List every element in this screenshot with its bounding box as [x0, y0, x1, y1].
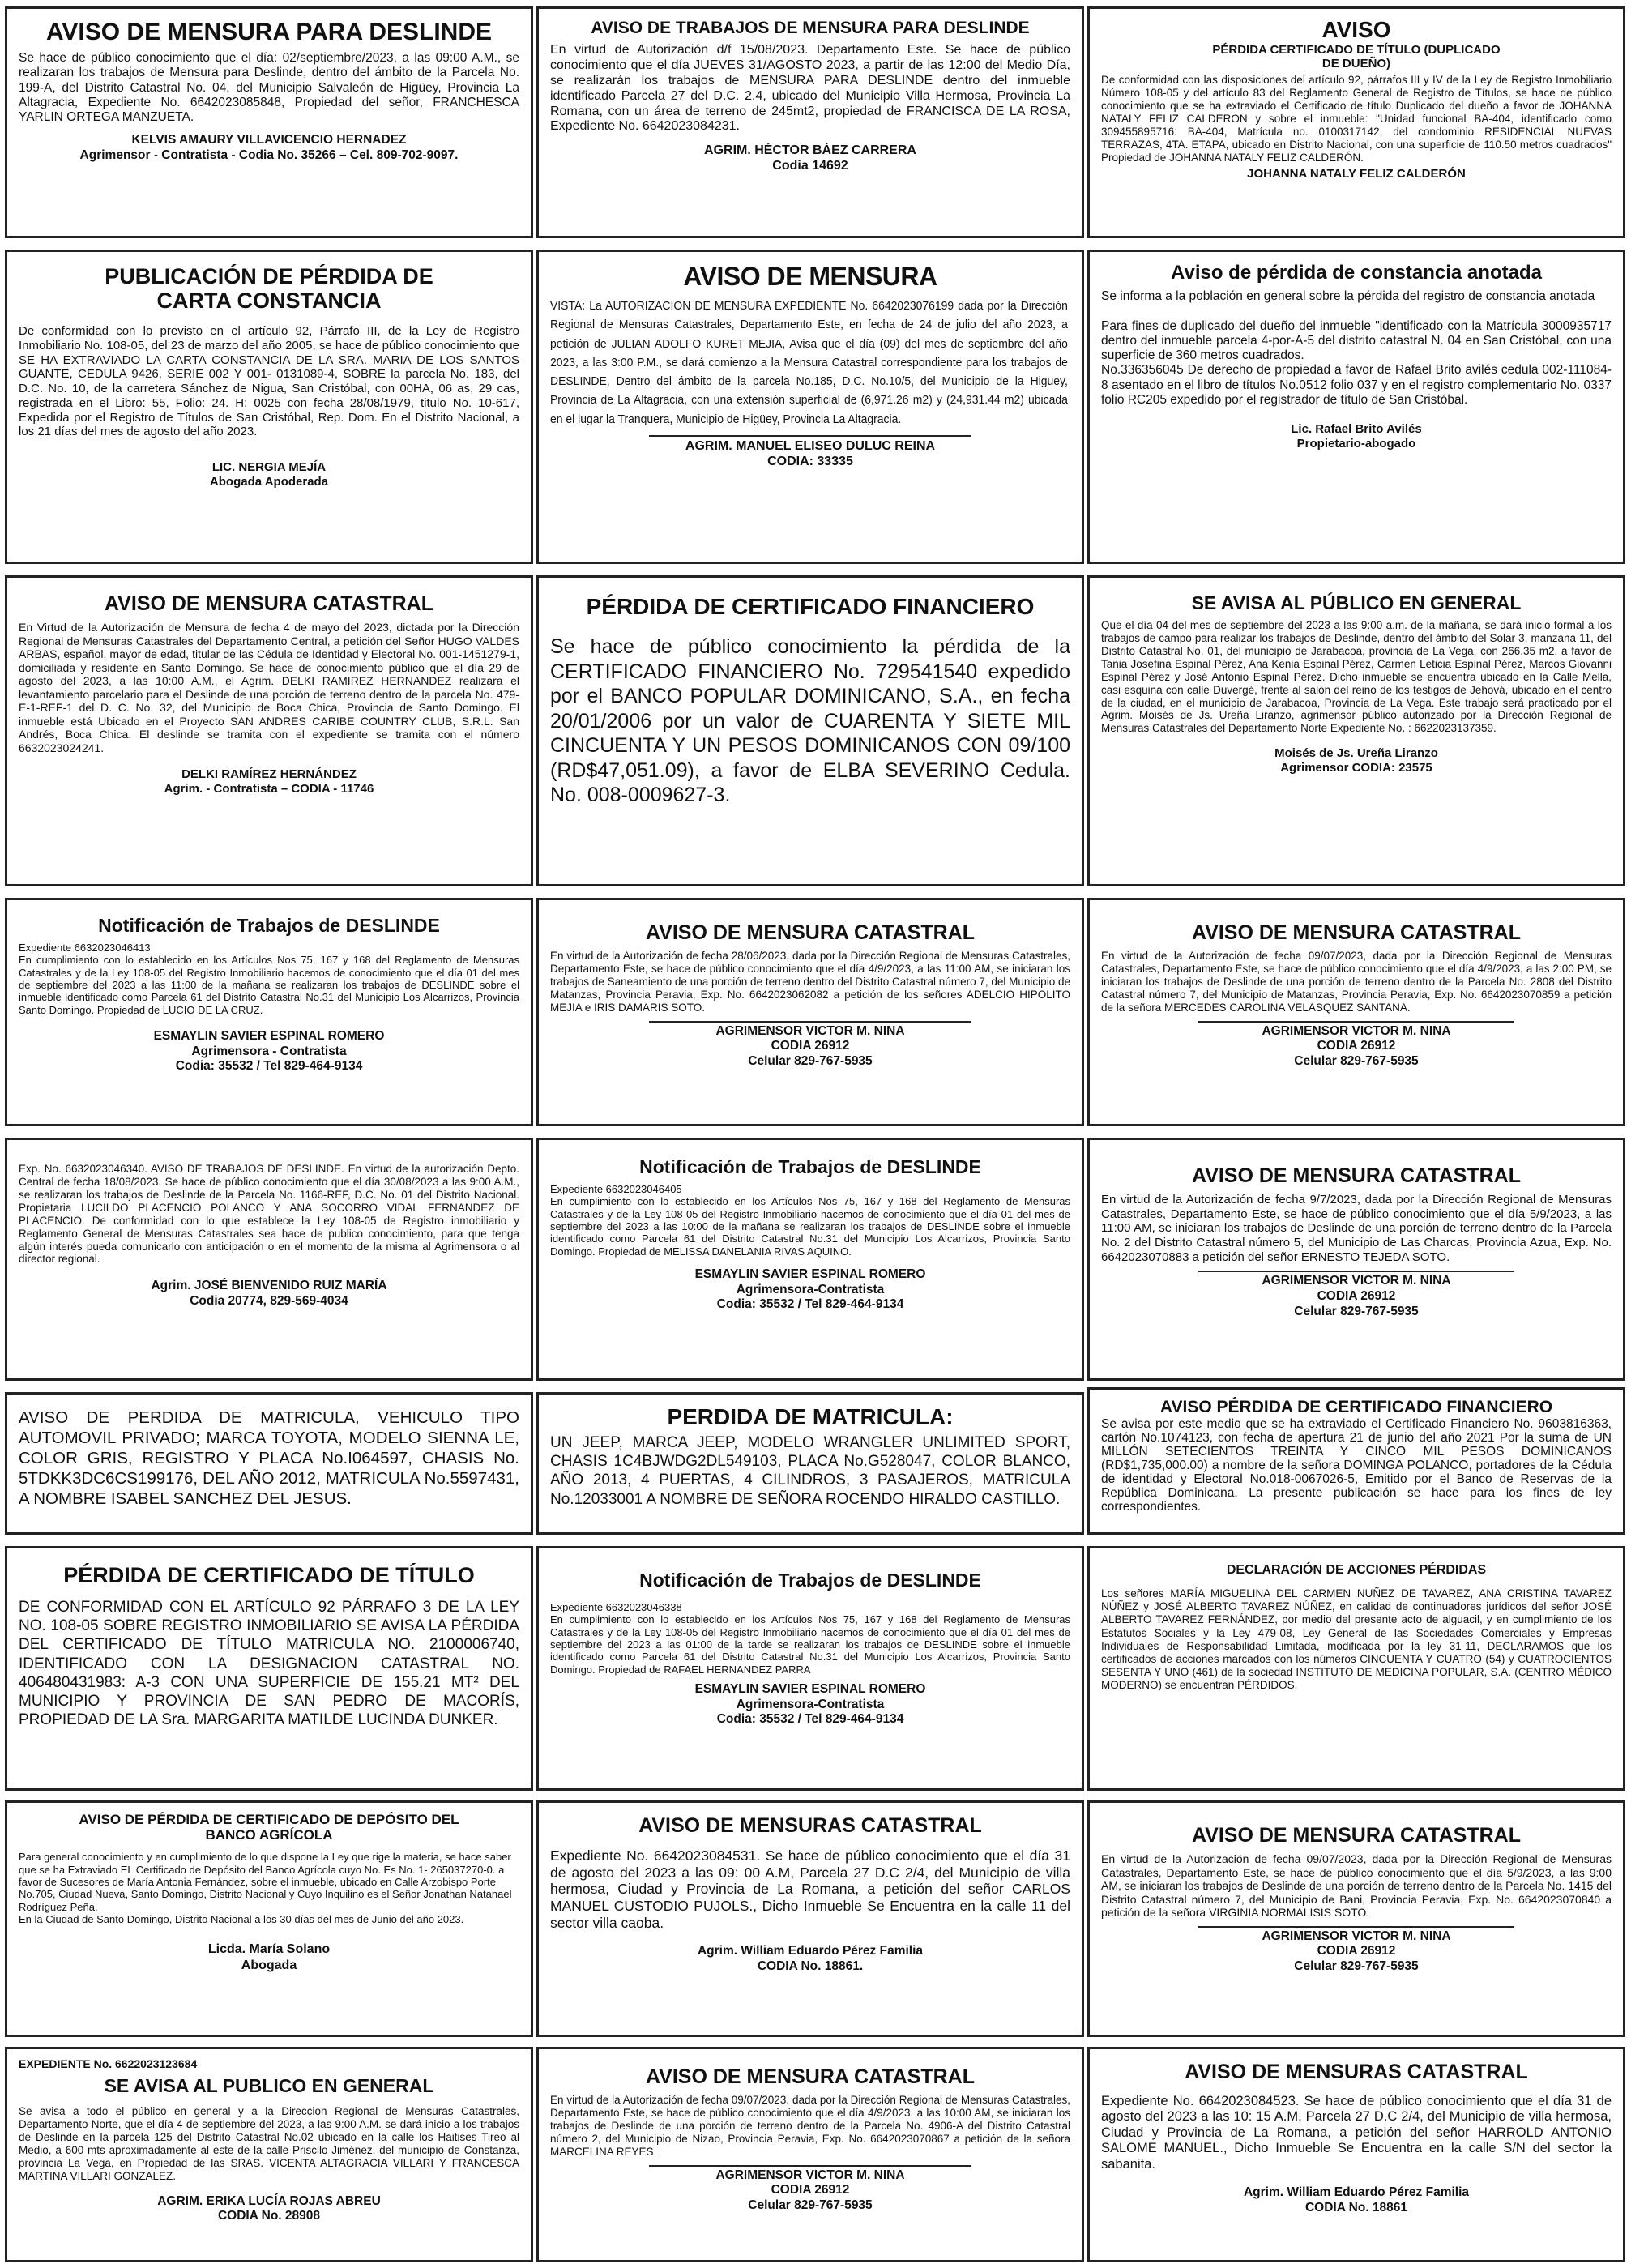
notice-mensura-catastral-velasquez: [1087, 898, 1625, 1126]
notice-signature: [19, 2194, 519, 2224]
notice-body: En virtud de la Autorización de fecha 09/07/2023, dada por la Dirección Regional de Mensuras Catastrales, Departamento Este, se hace de público conocimiento que el día 4/9/2023, a las 2:00 PM, se iniciaran los trabajos de Deslinde de una porción de terreno dentro de la Parcela No. 2808 del Distrito Catastral número 7, del Municipio de Matanzas, Provincia Peravia, Exp. No. 6642023070859 a petición de la señora MERCEDES CAROLINA VELASQUEZ SANTANA.: [1101, 950, 1612, 1014]
notice-perdida-deposito-agricola: [5, 1800, 533, 2037]
signature-name: Moisés de Js. Ureña Liranzo: [1274, 746, 1438, 761]
signature-contact: Celular 829-767-5935: [1294, 1304, 1419, 1318]
notice-title: AVISO DE PÉRDIDA DE CERTIFICADO DE DEPÓSITO DEL BANCO AGRÍCOLA: [79, 1812, 459, 1843]
signature-contact: Codia: 35532 / Tel 829-464-9134: [716, 1297, 904, 1312]
notice-mensura-deslinde: [5, 6, 533, 238]
notice-aviso-mensura: [536, 250, 1084, 564]
signature-name: Agrim. JOSÉ BIENVENIDO RUIZ MARÍA: [151, 1279, 387, 1293]
notice-body: En virtud de la Autorización de fecha 28/06/2023, dada por la Dirección Regional de Mensuras Catastrales, Departamento Este, se hace de público conocimiento que el día 4/9/2023, a las 11:00 AM, se iniciaran los trabajos de Saneamiento de una porción de terreno dentro del Distrito Catastral número 7, del Municipio de Matanzas, Provincia Peravia, Exp. No. 6642023062082 a petición de los señores ADELCIO HIPOLITO MEJIA e IRIS DAMARIS SOTO.: [550, 950, 1070, 1014]
signature-name: ESMAYLIN SAVIER ESPINAL ROMERO: [694, 1266, 926, 1281]
signature-role: CODIA 26912: [771, 2183, 850, 2198]
signature-rule: [1198, 1021, 1515, 1023]
notice-title: AVISO DE MENSURA CATASTRAL: [104, 592, 434, 615]
notice-signature: [19, 767, 519, 797]
notice-body: Se informa a la población en general sobre la pérdida del registro de constancia anotada Para fines de duplicado del dueño del inmueble "identificado con la Matrícula 3000935717 dentro del inmueble parcela 4-por-A-5 del distrito catastral N. 04 en San Cristóbal, con una superficie de 360 metros cuadrados. No.336356045 De derecho de propiedad a favor de Rafael Brito avilés cedula 002-111084-8 asentado en el libro de títulos No.0512 folio 037 y en el registro complementario No. 0337 folio RC205 expedido por el registrador de título de San Cristóbal.: [1101, 289, 1612, 407]
signature-contact: Celular 829-767-5935: [748, 2198, 873, 2212]
notice-title: SE AVISA AL PUBLICO EN GENERAL: [104, 2075, 434, 2096]
notice-signature: [1101, 2185, 1612, 2215]
signature-contact: Celular 829-767-5935: [748, 1053, 873, 1068]
signature-name: ESMAYLIN SAVIER ESPINAL ROMERO: [153, 1028, 385, 1043]
signature-role: Agrimensor CODIA: 23575: [1280, 761, 1432, 775]
notice-signature: [550, 143, 1070, 173]
notice-signature: [19, 1941, 519, 1972]
signature-role: CODIA 26912: [1317, 1944, 1396, 1958]
notice-body: Expediente No. 6642023084523. Se hace de público conocimiento que el día 31 de agosto del 2023 a las 10: 15 A.M, Parcela 27 D.C 2/4, del Municipio de villa hermosa, Ciudad y Provincia de La Romana, a petición del señor HARROLD ANTONIO SALOME MANUEL., Dicho Inmueble Se Encuentra en la calle S/N del sector la sabanita.: [1101, 2094, 1612, 2172]
notice-body: En virtud de la Autorización de fecha 09/07/2023, dada por la Dirección Regional de Mensuras Catastrales, Departamento Este, se hace de público conocimiento que el día 5/9/2023, a las 9:00 AM, se iniciaran los trabajos de Deslinde de una porción de terreno dentro de la Parcela No. 1415 del Distrito Catastral número 7, del Municipio de Bani, Provincia Peravia, Exp. No. 6642023070840 a petición de la señora VIRGINIA NORMALISIS SOTO.: [1101, 1852, 1612, 1920]
signature-contact: Celular 829-767-5935: [1294, 1053, 1419, 1068]
notice-mensura-catastral-tejeda: [1087, 1138, 1625, 1381]
notice-body: VISTA: La AUTORIZACION DE MENSURA EXPEDIENTE No. 6642023076199 dada por la Dirección Regional de Mensuras Catastrales, Departamento Este, en fecha de 24 de julio del año 2023, a petición de JULIAN ADOLFO KURET MEJIA, Avisa que el día (09) del mes de septiembre del año 2023, a las 3:00 P.M., se dará comienzo a la Mensura Catastral correspondiente para los trabajos de DESLINDE, Dentro del ámbito de la parcela No.185, D.C. No.10/5, del Municipio de la Higuey, Provincia de La Altagracia, con una extensión superficial de (6,971.26 m2) y (24,931.44 m2) ubicada en el lugar la Tranquera, Municipio de Higüey, Provincia La Altagracia.: [550, 299, 1068, 426]
notice-signature: [1101, 1274, 1612, 1319]
notice-mensura-catastral-mejia: [536, 898, 1084, 1126]
notice-signature: [550, 1024, 1070, 1070]
signature-role: Agrim. - Contratista – CODIA - 11746: [164, 782, 374, 797]
signature-rule: [649, 435, 971, 437]
notice-mensuras-catastral-salome: [1087, 2047, 1625, 2262]
notice-title: AVISO DE MENSURAS CATASTRAL: [638, 1814, 982, 1837]
signature-contact: Celular 829-767-5935: [1294, 1958, 1419, 1973]
signature-name: LIC. NERGIA MEJÍA: [211, 459, 327, 474]
notice-title: Notificación de Trabajos de DESLINDE: [639, 1570, 981, 1591]
notice-body: Los señores MARÍA MIGUELINA DEL CARMEN NUÑEZ DE TAVAREZ, ANA CRISTINA TAVAREZ NÚÑEZ y JOSÉ ALBERTO TAVAREZ NÚÑEZ, en calidad de continuadores jurídicos del señor JOSÉ ALBERTO TAVAREZ FERNÁNDEZ, por medio del presente acto de alguacil, y en cumplimiento de los Estatutos Sociales y la Ley 479-08, Ley General de las Sociedades Comerciales y Empresas Individuales de Responsabilidad Limitada, modificada por la ley 31-11, DECLARAMOS que los certificados de acciones marcados con los números CINCUENTA Y CUATRO (54) y CUATROCIENTOS SESENTA Y UNO (461) de la sociedad INSTITUTO DE MEDICINA POPULAR, S.A. (CENTRO MÉDICO MODERNO) se encuentran PÉRDIDOS.: [1101, 1587, 1612, 1692]
notice-title: Aviso de pérdida de constancia anotada: [1171, 262, 1542, 284]
notice-signature: [1101, 1024, 1612, 1070]
notice-body: En Virtud de la Autorización de Mensura de fecha 4 de mayo del 2023, dictada por la Dirección Regional de Mensuras Catastrales del Departamento Central, a petición del Señor HUGO VALDES ARBAS, español, mayor de edad, titular de las Cédula de Identidad y Electoral No. 001-1451279-1, domiciliada y residente en Santo Domingo. Se hace de conocimiento público que el día 29 de agosto del 2023, a las 10:00 A.M., el Agrim. DELKI RAMIREZ HERNANDEZ realizara el levantamiento parcelario para el Deslinde de una porción de terreno dentro de la parcela No. 479-E-1-REF-1 del D. C. No. 32, del Municipio de Boca Chica, Provincia de Santo Domingo. El inmueble está Ubicado en el Proyecto SAN ANDRES CARIBE COUNTRY CLUB, S.R.L. San Andrés, Boca Chica. El deslinde se tramita con el expediente se tramita con el número 6632023024241.: [19, 621, 519, 754]
notice-body: En virtud de Autorización d/f 15/08/2023. Departamento Este. Se hace de público conocimiento que el día JUEVES 31/AGOSTO 2023, a partir de las 12:00 del Medio Día, se realizarán los trabajos de MENSURA PARA DESLINDE dentro del inmueble identificado Parcela 27 del D.C. 2.4, ubicado del Municipio Villa Hermosa, Provincia La Romana, con un área de terreno de 245mt2, propiedad de FRANCISCA DE LA ROSA, Expediente No. 6642023084231.: [550, 43, 1070, 134]
notice-title: PÉRDIDA DE CERTIFICADO DE TÍTULO: [63, 1563, 475, 1587]
notice-signature: [19, 133, 519, 163]
notice-signature: [19, 460, 519, 489]
notice-body: Se avisa a todo el público en general y a la Direccion Regional de Mensuras Catastrales, Departamento Norte, que el día 4 de septiembre del 2023, a las 9:00 A.M. se dará inicio a los trabajos de Deslinde en la parcela 125 del Distrito Catastral No.02 ubicado en la calle los Haitises Tireo al Medio, a 600 mts aproximadamente al este de la calle Priscilo Jiménez, del municipio de Constanza, provincia La Vega, en Propiedad de las SRAS. VICENTA ALTAGRACIA VILLARI Y FRANCESCA MARTINA VILLARI GONZALEZ.: [19, 2105, 519, 2182]
notice-perdida-constancia-anotada: [1087, 250, 1625, 564]
notice-title: AVISO DE TRABAJOS DE MENSURA PARA DESLINDE: [591, 19, 1030, 37]
notice-signature: [1101, 746, 1612, 775]
signature-name: AGRIMENSOR VICTOR M. NINA: [715, 2168, 905, 2182]
notice-body: Expediente 6632023046413 En cumplimiento con lo establecido en los Artículos Nos 75, 167 y 168 del Reglamento de Mensuras Catastrales y de la Ley 108-05 del Registro Inmobiliario hacemos de conocimiento que el día 01 del mes de septiembre del 2023 a las 11:00 de la mañana se realizaran los trabajos de DESLINDE sobre el inmueble identificado como Parcela 61 del Distrito Catastral No.31 del Municipio Los Alcarrizos, Provincia Santo Domingo. Propiedad de LUCIO DE LA CRUZ.: [19, 942, 519, 1016]
signature-role: CODIA 26912: [771, 1039, 850, 1053]
notice-title: AVISO DE MENSURA: [683, 262, 937, 291]
notice-body: De conformidad con las disposiciones del artículo 92, párrafos III y IV de la Ley de Registro Inmobiliario Número 108-05 y del artículo 83 del Reglamento General de Registro de Títulos, se hace de público conocimiento que se ha extraviado el Certificado de título Duplicado del dueño a favor de JOHANNA NATALY FELIZ CALDERON y sobre el inmueble: "Unidad funcional BA-404, identificado como 309455895716: BA-404, Matrícula no. 0100317142, del condominio RESIDENCIAL NUEVAS TERRAZAS, 4TA. ETAPA, ubicado en Distrito Nacional, con una superficie de 110.50 metros cuadrados" Propiedad de JOHANNA NATALY FELIZ CALDERÓN.: [1101, 74, 1612, 164]
signature-rule: [1198, 1271, 1515, 1272]
notice-title: PÉRDIDA DE CERTIFICADO FINANCIERO: [586, 594, 1035, 619]
notice-perdida-certificado-financiero: [536, 575, 1084, 886]
notice-aviso-publico-jarabacoa: [1087, 575, 1625, 886]
notice-title: Notificación de Trabajos de DESLINDE: [639, 1156, 981, 1177]
signature-role: Codia 20774, 829-569-4034: [190, 1293, 348, 1308]
notice-declaracion-acciones: [1087, 1546, 1625, 1791]
signature-rule: [649, 2165, 971, 2167]
signature-name: AGRIMENSOR VICTOR M. NINA: [1262, 1928, 1451, 1943]
notice-body: Exp. No. 6632023046340. AVISO DE TRABAJOS DE DESLINDE. En virtud de la autorización Depto. Central de fecha 18/08/2023. Se hace de público conocimiento que el día 30/08/2023 a las 9:00 A.M., se realizaran los trabajos de Deslinde de la Parcela No. 1166-REF, D.C. No. 01 del Distrito Nacional. Propietaria LUCILDO PLACENCIO POLANCO Y ANA SOCORRO VIDAL FERNANDEZ DE PLACENCIO. De conformidad con lo que establece la Ley 108-05 de Registro inmobiliario y Reglamento General de Mensuras Catastrales sea hace de publico conocimiento, para que tenga algún interés pueda comunicarlo con anticipación o en el momento de la misma al Agrimensora o al director regional.: [19, 1163, 519, 1266]
notice-title: Notificación de Trabajos de DESLINDE: [98, 915, 440, 936]
notice-deslinde-placencio: [5, 1138, 533, 1381]
signature-role: Agrimensora - Contratista: [191, 1044, 347, 1058]
signature-role: CODIA No. 18861: [1304, 2200, 1408, 2215]
notice-title: AVISO DE MENSURA PARA DESLINDE: [45, 19, 493, 45]
signature-role: CODIA: 33335: [767, 454, 853, 468]
notice-perdida-matricula-toyota: [5, 1392, 533, 1535]
notice-title: AVISO DE MENSURA CATASTRAL: [645, 2065, 976, 2088]
notice-deslinde-lucio: [5, 898, 533, 1126]
signature-contact: Codia: 35532 / Tel 829-464-9134: [175, 1059, 363, 1074]
notice-perdida-carta-constancia: [5, 250, 533, 564]
signature-name: AGRIM. MANUEL ELISEO DULUC REINA: [685, 438, 936, 453]
signature-role: Codia 14692: [772, 159, 848, 173]
notice-title: AVISO DE MENSURA CATASTRAL: [1191, 1824, 1522, 1847]
signature-role: Propietario-abogado: [1296, 437, 1416, 451]
notice-signature: [1101, 1929, 1612, 1975]
notice-perdida-certificado-titulo-dunker: [5, 1546, 533, 1791]
notice-deslinde-melissa: [536, 1138, 1084, 1381]
signature-name: AGRIM. ERIKA LUCÍA ROJAS ABREU: [157, 2193, 381, 2208]
signature-rule: [649, 1021, 971, 1023]
notice-mensura-catastral-soto: [1087, 1800, 1625, 2037]
notice-body: En virtud de la Autorización de fecha 09/07/2023, dada por la Dirección Regional de Mensuras Catastrales, Departamento Este, se hace de público conocimiento que el día 4/9/2023, a las 10:00 AM, se iniciaran los trabajos de Deslinde de una porción de terreno dentro de la Parcela No. 4906-A del Distrito Catastral número 2, del Municipio de Nizao, Provincia Peravia, Exp. No. 6642023070867 a petición de la señora MARCELINA REYES.: [550, 2094, 1070, 2158]
notice-signature: [550, 2168, 1070, 2214]
notice-perdida-matricula-jeep: [536, 1392, 1084, 1535]
notice-body: Expediente 6632023046338 En cumplimiento con lo establecido en los Artículos Nos 75, 167 y 168 del Reglamento de Mensuras Catastrales y de la Ley 108-05 del Registro Inmobiliario hacemos de conocimiento que el día 01 del mes de septiembre del 2023 a las 01:00 de la tarde se realizaran los trabajos de DESLINDE sobre el inmueble identificado como Parcela 61 del Distrito Catastral No.31 del Municipio Los Alcarrizos, Provincia Santo Domingo. Propiedad de RAFAEL HERNANDEZ PARRA: [550, 1601, 1070, 1676]
signature-role: Agrimensor - Contratista - Codia No. 35266 – Cel. 809-702-9097.: [79, 148, 459, 162]
signature-rule: [1198, 1926, 1515, 1928]
notice-signature: [550, 1267, 1070, 1313]
notice-perdida-certificado-titulo: [1087, 6, 1625, 238]
notice-mensuras-catastral-custodio: [536, 1800, 1084, 2037]
notice-body: Expediente 6632023046405 En cumplimiento con lo establecido en los Artículos Nos 75, 167 y 168 del Reglamento de Mensuras Catastrales y de la Ley 108-05 del Registro Inmobiliario hacemos de conocimiento que el día 01 del mes de septiembre del 2023 a las 10:00 de la mañana se realizaran los trabajos de DESLINDE sobre el inmueble identificado como Parcela 61 del Distrito Catastral No.31 del Municipio Los Alcarrizos, Provincia Santo Domingo. Propiedad de MELISSA DANELANIA RIVAS AQUINO.: [550, 1183, 1070, 1258]
signature-name: AGRIMENSOR VICTOR M. NINA: [1262, 1274, 1451, 1288]
notice-aviso-perdida-certificado-financiero: [1087, 1387, 1625, 1535]
signature-name: Agrim. William Eduardo Pérez Familia: [697, 1944, 924, 1958]
signature-role: CODIA No. 18861.: [757, 1958, 864, 1973]
notice-body: Se hace de público conocimiento la pérdida de la CERTIFICADO FINANCIERO No. 729541540 expedido por el BANCO POPULAR DOMINICANO, S.A., en fecha 20/01/2006 por un valor de CUARENTA Y SIETE MIL CINCUENTA Y UN PESOS DOMINICANOS CON 09/100 (RD$47,051.09), a favor de ELBA SEVERINO Cedula. No. 008-0009627-3.: [550, 635, 1070, 806]
notice-signature: [19, 1279, 519, 1309]
signature-name: Agrim. William Eduardo Pérez Familia: [1243, 2185, 1470, 2200]
signature-name: DELKI RAMÍREZ HERNÁNDEZ: [181, 767, 357, 782]
signature-role: Abogada Apoderada: [209, 474, 329, 489]
notice-title: AVISO DE MENSURA CATASTRAL: [1191, 921, 1522, 944]
notice-title: AVISO DE MENSURA CATASTRAL: [645, 921, 976, 944]
signature-role: Agrimensora-Contratista: [736, 1697, 885, 1711]
signature-name: ESMAYLIN SAVIER ESPINAL ROMERO: [694, 1681, 926, 1696]
signature-role: Agrimensora-Contratista: [736, 1282, 885, 1296]
signature-role: CODIA 26912: [1317, 1039, 1396, 1053]
notice-subtitle: PÉRDIDA CERTIFICADO DE TÍTULO (DUPLICADO DE DUEÑO): [1212, 43, 1501, 70]
signature-name: AGRIMENSOR VICTOR M. NINA: [1262, 1023, 1451, 1038]
notice-title: AVISO PÉRDIDA DE CERTIFICADO FINANCIERO: [1159, 1398, 1553, 1416]
signature-role: Abogada: [241, 1958, 297, 1972]
notice-signature: [1101, 167, 1612, 182]
notice-body: Se hace de público conocimiento que el día: 02/septiembre/2023, a las 09:00 A.M., se realizaran los trabajos de Mensura para Deslinde, dentro del ámbito de la Parcela No. 199-A, del Distrito Catastral No. 04, del Municipio Salvaleón de Higüey, Provincia La Altagracia, Expediente No. 6642023085848, Propiedad del señor, FRANCHESCA YARLIN ORTEGA MANZUETA.: [19, 51, 519, 125]
notice-body: AVISO DE PERDIDA DE MATRICULA, VEHICULO TIPO AUTOMOVIL PRIVADO; MARCA TOYOTA, MODELO SIENNA LE, COLOR GRIS, REGISTRO Y PLACA No.I064597, CHASIS No. 5TDKK3DC6CS199176, DEL AÑO 2012, MATRICULA No.5597431, A NOMBRE ISABEL SANCHEZ DEL JESUS.: [19, 1408, 519, 1508]
signature-role: CODIA 26912: [1317, 1289, 1396, 1304]
notice-title: AVISO DE MENSURA CATASTRAL: [1191, 1164, 1522, 1187]
notice-title: SE AVISA AL PÚBLICO EN GENERAL: [1191, 592, 1522, 613]
notice-title: PERDIDA DE MATRICULA:: [667, 1404, 954, 1429]
notice-mensura-catastral-delki: [5, 575, 533, 886]
notice-mensura-catastral-reyes: [536, 2047, 1084, 2262]
notice-body: En virtud de la Autorización de fecha 9/7/2023, dada por la Dirección Regional de Mensuras Catastrales, Departamento Este, se hace de público conocimiento que el día 5/9/2023, a las 11:00 AM, se iniciaran los trabajos de Deslinde de una porción de terreno dentro de la Parcela No. 2 del Distrito Catastral número 5, del Municipio de Las Charcas, Provincia Azua, Exp. No. 6642023070883 a petición del señor ERNESTO TEJEDA SOTO.: [1101, 1193, 1612, 1264]
signature-name: JOHANNA NATALY FELIZ CALDERÓN: [1247, 167, 1466, 182]
notice-body: Para general conocimiento y en cumplimiento de lo que dispone la Ley que rige la materia, se hace saber que se ha Extraviado EL Certificado de Depósito del Banco Agrícola cuyo No. Es No. 1- 265037270-0. a favor de Sucesores de María Antonia Fernández, sobre el inmueble, ubicado en Calle Arzobispo Porte No.705, Ciudad Nueva, Santo Domingo, Distrito Nacional y Cuyo Inquilino es el Señor Jonathan Natanael Rodríguez Peña. En la Ciudad de Santo Domingo, Distrito Nacional a los 30 días del mes de Junio del año 2023.: [19, 1851, 512, 1926]
notice-signature: [19, 1029, 519, 1074]
notice-title: AVISO: [1321, 17, 1391, 42]
notice-title: DECLARACIÓN DE ACCIONES PÉRDIDAS: [1226, 1563, 1487, 1577]
notice-signature: [550, 438, 1070, 469]
signature-name: Lic. Rafael Brito Avilés: [1291, 422, 1422, 437]
notice-title: AVISO DE MENSURAS CATASTRAL: [1185, 2061, 1528, 2083]
notice-body: Se avisa por este medio que se ha extraviado el Certificado Financiero No. 9603816363, cartón No.1074123, con fecha de apertura 21 de junio del año 2021 Por la suma de UN MILLÓN SETECIENTOS TREINTA Y CINCO MIL PESOS DOMINICANOS (RD$1,735,000.00) a nombre de la señora DOMINGA POLANCO, portadores de la Cédula de identidad y Electoral No.018-0067026-5, Emitido por el Banco de Reservas de la República Dominicana. La presente publicación se hace para los fines de ley correspondientes.: [1101, 1417, 1612, 1514]
signature-role: CODIA No. 28908: [217, 2209, 321, 2223]
notice-signature: [550, 1944, 1070, 1974]
notice-deslinde-rafael: [536, 1546, 1084, 1791]
notice-body: Expediente No. 6642023084531. Se hace de público conocimiento que el día 31 de agosto del 2023 a las 09: 00 A.M, Parcela 27 D.C 2/4, del Municipio de villa hermosa, Ciudad y Provincia de La Romana, a petición del señor CARLOS MANUEL CUSTODIO PUJOLS., Dicho Inmueble Se Encuentra en la calle 11 del sector villa caoba.: [550, 1847, 1070, 1931]
notice-body: Que el día 04 del mes de septiembre del 2023 a las 9:00 a.m. de la mañana, se dará inicio formal a los trabajos de campo para realizar los trabajos de Deslinde, dentro del ámbito del Solar 3, manzana 11, del Distrito Catastral No. 01, del municipio de Jarabacoa, provincia de La Vega, con 266.35 m2, a favor de Tania Josefina Espinal Pérez, Ana Kenia Espinal Pérez, Carmen Leticia Espinal Pérez, Marcos Giovanni Espinal Pérez y José Antonio Espinal Pérez. Dicho inmueble se encuentra ubicado en la Calle Mella, casi esquina con calle Duvergé, frente al salón del reino de los testigos de Jehová, ubicado en el centro de la ciudad, en el municipio de Jarabacoa, Provincia de La Vega. Este trabajo será practicado por el Agrim. Moisés de Js. Ureña Liranzo, agrimensor público autorizado por la Dirección Regional de Mensuras Catastrales del Departamento Norte Expediente No. : 6622023137359.: [1101, 619, 1612, 735]
notice-aviso-publico-constanza: [5, 2047, 533, 2262]
notice-expediente: EXPEDIENTE No. 6622023123684: [19, 2057, 198, 2070]
notice-signature: [1101, 422, 1612, 451]
signature-name: Licda. María Solano: [207, 1942, 331, 1957]
signature-name: AGRIMENSOR VICTOR M. NINA: [715, 1023, 905, 1038]
notice-signature: [550, 1682, 1070, 1728]
notice-trabajos-mensura: [536, 6, 1084, 238]
notice-body: De conformidad con lo previsto en el artículo 92, Párrafo III, de la Ley de Registro Inmobiliario No. 108-05, del 23 de marzo del año 2005, se hace de público conocimiento que SE HA EXTRAVIADO LA CARTA CONSTANCIA DE LA SRA. MARIA DE LOS SANTOS GUANTE, CEDULA 9426, SERIE 002 Y 001- 0131089-4, SOBRE la parcela No. 183, del D.C. No. 10, de la carretera Sánchez de Nigua, San Cristóbal, con 00HA, 06 as, 29 cas, registrada en el Libro: 55, Folio: 24. H: 0025 con fecha 28/08/1979, titulo No. 10-617, Expedida por el Registro de Títulos de San Cristóbal, Rep. Dom. En el Distrito Nacional, a los 21 días del mes de agosto del año 2023.: [19, 324, 519, 439]
notice-title: PUBLICACIÓN DE PÉRDIDA DE CARTA CONSTANCIA: [105, 264, 433, 313]
signature-name: KELVIS AMAURY VILLAVICENCIO HERNADEZ: [131, 133, 407, 147]
notice-body: DE CONFORMIDAD CON EL ARTÍCULO 92 PÁRRAFO 3 DE LA LEY NO. 108-05 SOBRE REGISTRO INMOBILIARIO SE AVISA LA PÉRDIDA DEL CERTIFICADO DE TÍTULO MATRICULA NO. 2100006740, IDENTIFICADO CON LA DESIGNACION CATASTRAL NO. 406480431983: A-3 CON UNA SUPERFICIE DE 155.21 MT² DEL MUNICIPIO Y PROVINCIA DE SAN PEDRO DE MACORÍS, PROPIEDAD DE LA Sra. MARGARITA MATILDE LUCINDA DUNKER.: [19, 1599, 519, 1729]
notice-body: UN JEEP, MARCA JEEP, MODELO WRANGLER UNLIMITED SPORT, CHASIS 1C4BJWDG2DL549103, PLACA No.G528047, COLOR BLANCO, AÑO 2013, 4 PUERTAS, 4 CILINDROS, 3 PASAJEROS, MATRICULA No.12033001 A NOMBRE DE SEÑORA ROCENDO HIRALDO CASTILLO.: [550, 1434, 1070, 1508]
signature-name: AGRIM. HÉCTOR BÁEZ CARRERA: [704, 143, 916, 158]
signature-contact: Codia: 35532 / Tel 829-464-9134: [716, 1712, 904, 1727]
